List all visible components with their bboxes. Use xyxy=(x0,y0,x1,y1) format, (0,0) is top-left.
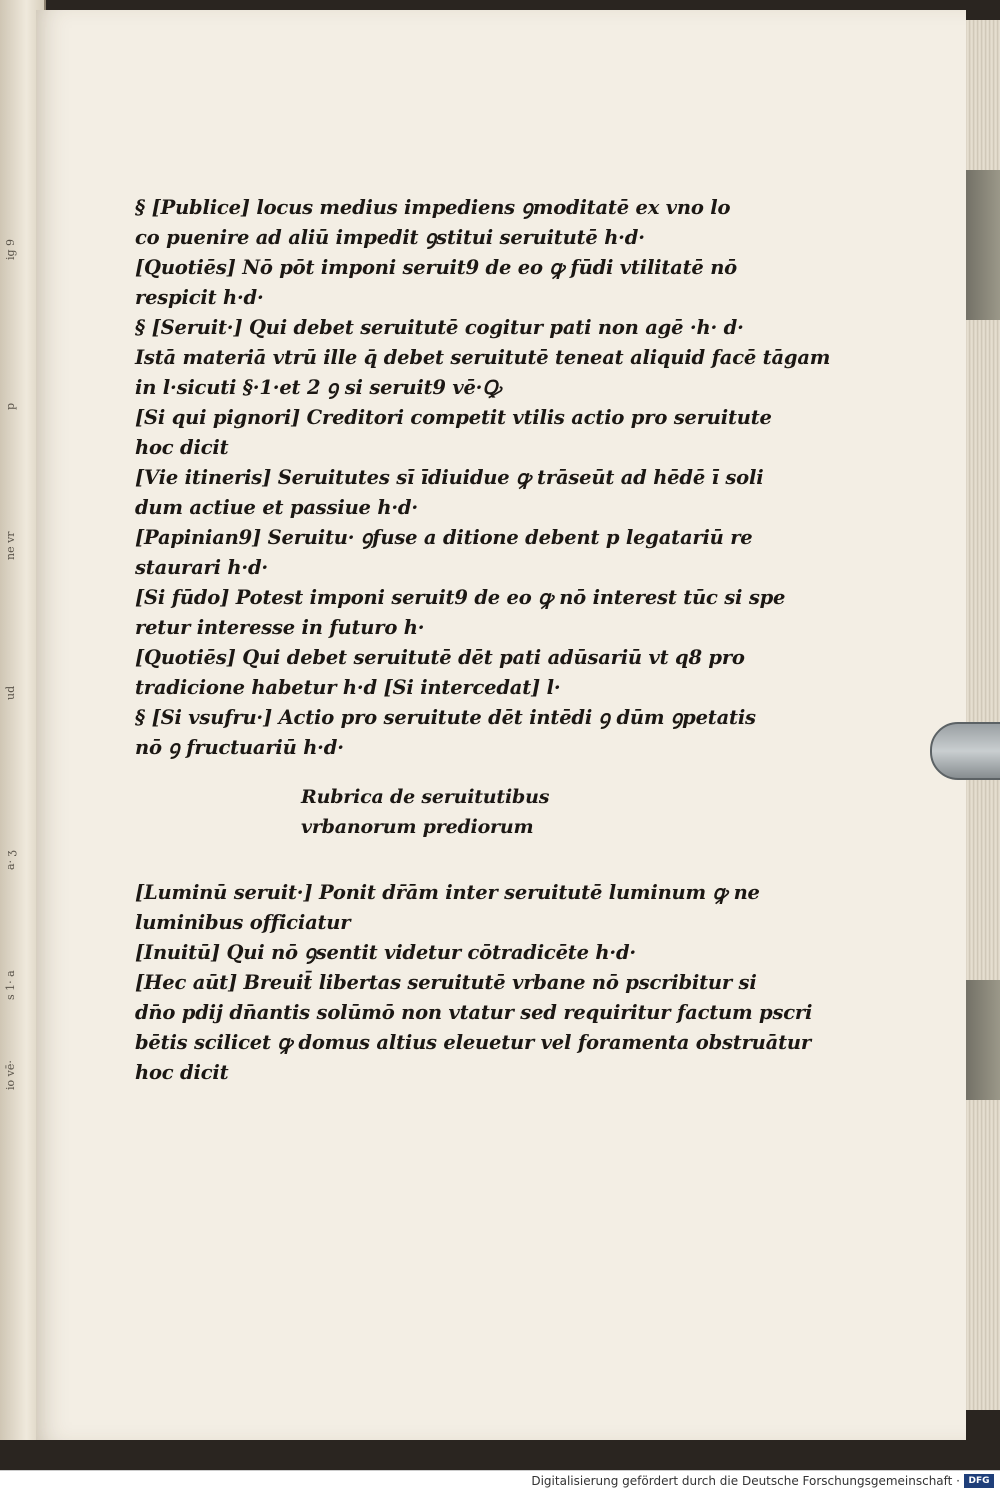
text-line: luminibus officiatur xyxy=(135,911,351,934)
text-line: dum actiue et passiue h·d· xyxy=(135,496,418,519)
text-line: retur interesse in futuro h· xyxy=(135,616,425,639)
text-line: [Inuitū] Qui nō ꝯsentit videtur cōtradicēte h·d· xyxy=(135,941,637,964)
text-line: dn̄o pdij dn̄antis solūmō non vtatur sed requiritur factum pscri xyxy=(135,1001,813,1024)
left-page-fragment: ne vr xyxy=(4,531,17,560)
left-page-fragment: ig 9 xyxy=(4,238,17,260)
left-page-fragment: a· ʒ xyxy=(4,850,17,870)
text-block-1 xyxy=(135,193,831,763)
text-line: [Quotiēs] Qui debet seruitutē dēt pati adūsariū vt q8 pro xyxy=(135,646,745,669)
rubric-heading xyxy=(301,782,601,842)
left-page-fragment: s 1· a xyxy=(4,970,17,1000)
text-block-2 xyxy=(135,878,813,1088)
left-page-fragment: p xyxy=(4,402,17,410)
text-line: § [Seruit·] Qui debet seruitutē cogitur pati non agē ·h· d· xyxy=(135,316,744,339)
text-line: co puenire ad aliū impedit ꝯstitui seruitutē h·d· xyxy=(135,226,645,249)
text-line: respicit h·d· xyxy=(135,286,264,309)
text-line: § [Publice] locus medius impediens ꝯmoditatē ex vno lo xyxy=(135,196,731,219)
recto-page xyxy=(36,10,966,1440)
text-line: in l·sicuti §·1·et 2 ꝯ si seruit9 vē·Ꝙ xyxy=(135,376,501,399)
text-line: tradicione habetur h·d [Si intercedat] l· xyxy=(135,676,561,699)
text-line: [Hec aūt] Breuit̄ libertas seruitutē vrbane nō pscribitur si xyxy=(135,971,757,994)
text-line: § [Si vsufru·] Actio pro seruitute dēt intēdi ꝯ dūm ꝯpetatis xyxy=(135,706,756,729)
text-line: [Quotiēs] Nō pōt imponi seruit9 de eo ꝙ fūdi vtilitatē nō xyxy=(135,256,737,279)
text-line: [Papinian9] Seruitu· ꝯfuse a ditione debent p legatariū re xyxy=(135,526,753,549)
binding-tab xyxy=(960,170,1000,320)
dfg-logo: DFG xyxy=(964,1474,994,1488)
text-line: bētis scilicet ꝙ domus altius eleuetur vel foramenta obstruātur xyxy=(135,1031,811,1054)
metal-clip xyxy=(930,722,1000,780)
funding-credit: Digitalisierung gefördert durch die Deutsche Forschungsgemeinschaft · xyxy=(531,1474,960,1488)
binding-tab xyxy=(960,980,1000,1100)
text-line: staurari h·d· xyxy=(135,556,268,579)
text-line: [Vie itineris] Seruitutes sī īdiuidue ꝙ trāseūt ad hēdē ī soli xyxy=(135,466,764,489)
text-line: [Si qui pignori] Creditori competit vtilis actio pro seruitute xyxy=(135,406,772,429)
footer-banner xyxy=(0,1470,1000,1492)
left-page-fragment: ud xyxy=(4,685,17,700)
text-line: [Si fūdo] Potest imponi seruit9 de eo ꝙ nō interest tūc si spe xyxy=(135,586,786,609)
text-line: hoc dicit xyxy=(135,436,229,459)
left-page-fragment: io vē· xyxy=(4,1060,17,1090)
text-line: hoc dicit xyxy=(135,1061,229,1084)
rubric-line: Rubrica de seruitutibus xyxy=(301,786,550,808)
text-line: nō ꝯ fructuariū h·d· xyxy=(135,736,344,759)
rubric-line: vrbanorum prediorum xyxy=(301,816,534,838)
text-line: Istā materiā vtrū ille q̄ debet seruitutē teneat aliquid facē tāgam xyxy=(135,346,831,369)
text-line: [Luminū seruit·] Ponit dr̄ām inter seruitutē luminum ꝙ ne xyxy=(135,881,760,904)
